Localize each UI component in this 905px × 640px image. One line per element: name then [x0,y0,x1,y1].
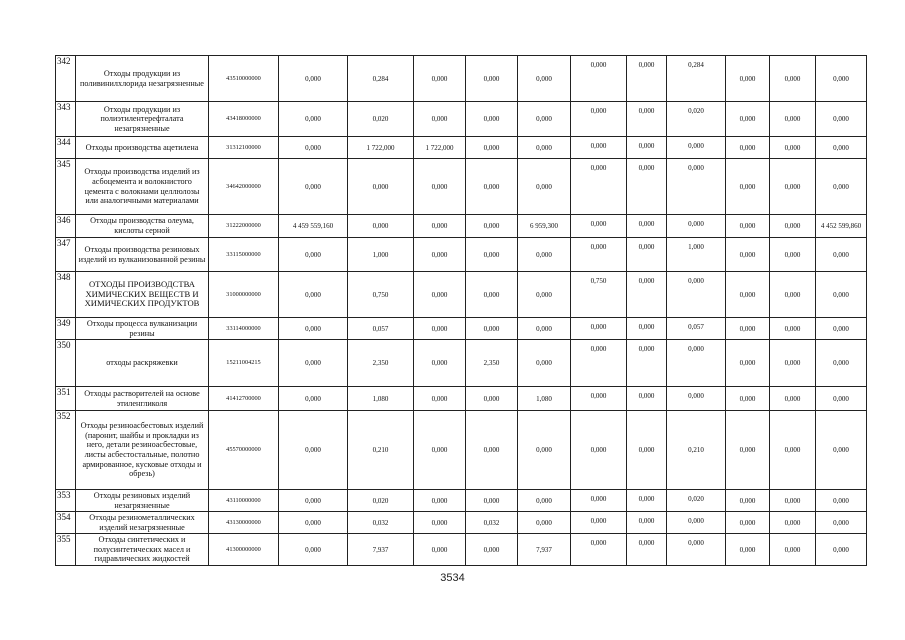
row-number: 352 [56,411,76,490]
value-cell: 0,000 [816,512,867,534]
value-cell: 0,000 [414,272,466,318]
value-cell: 0,000 [571,340,627,387]
waste-code: 41300000000 [209,534,279,566]
value-cell: 0,000 [726,56,770,102]
value-cell: 0,000 [667,534,726,566]
value-cell: 1,000 [348,238,414,272]
value-cell: 0,000 [348,215,414,238]
value-cell: 0,000 [816,137,867,159]
value-cell: 0,000 [770,340,816,387]
value-cell: 0,000 [571,318,627,340]
row-number: 342 [56,56,76,102]
value-cell: 0,000 [466,102,518,137]
value-cell: 0,000 [518,159,571,215]
row-number: 345 [56,159,76,215]
value-cell: 0,210 [667,411,726,490]
value-cell: 0,000 [466,534,518,566]
waste-code: 41412700000 [209,387,279,411]
value-cell: 1,000 [667,238,726,272]
value-cell: 0,000 [667,387,726,411]
table-row [56,137,867,159]
value-cell: 0,000 [279,238,348,272]
waste-name: Отходы резинометаллических изделий незагрязненные [76,512,209,534]
value-cell: 0,000 [627,56,667,102]
value-cell: 0,000 [770,102,816,137]
value-cell: 0,000 [279,534,348,566]
value-cell: 0,000 [726,238,770,272]
value-cell: 0,000 [726,387,770,411]
value-cell: 0,000 [627,490,667,512]
value-cell: 0,000 [518,411,571,490]
value-cell: 0,000 [571,215,627,238]
table-row [56,272,867,318]
value-cell: 0,000 [414,340,466,387]
value-cell: 0,000 [627,238,667,272]
value-cell: 0,000 [770,387,816,411]
value-cell: 0,000 [770,318,816,340]
page-number: 3534 [440,572,465,584]
row-number: 349 [56,318,76,340]
value-cell: 7,937 [348,534,414,566]
value-cell: 0,000 [667,340,726,387]
table-row [56,340,867,387]
value-cell: 0,020 [348,490,414,512]
value-cell: 1 722,000 [414,137,466,159]
value-cell: 0,000 [518,56,571,102]
value-cell: 0,000 [466,272,518,318]
waste-name: Отходы производства резиновых изделий из вулканизованной резины [76,238,209,272]
row-number: 348 [56,272,76,318]
value-cell: 0,000 [726,159,770,215]
row-number: 355 [56,534,76,566]
table-row [56,159,867,215]
value-cell: 0,000 [667,512,726,534]
table-row [56,238,867,272]
value-cell: 0,000 [571,490,627,512]
value-cell: 0,000 [770,512,816,534]
value-cell: 0,000 [518,490,571,512]
value-cell: 0,000 [571,387,627,411]
value-cell: 0,000 [414,102,466,137]
row-number: 343 [56,102,76,137]
value-cell: 6 959,300 [518,215,571,238]
value-cell: 0,000 [726,272,770,318]
row-number: 350 [56,340,76,387]
table-row [56,215,867,238]
value-cell: 0,750 [348,272,414,318]
value-cell: 0,000 [627,272,667,318]
value-cell: 0,000 [279,490,348,512]
value-cell: 0,000 [770,215,816,238]
value-cell: 0,020 [667,102,726,137]
value-cell: 0,000 [726,318,770,340]
value-cell: 0,000 [726,340,770,387]
value-cell: 0,000 [726,534,770,566]
waste-name: Отходы резиновых изделий незагрязненные [76,490,209,512]
waste-table [55,55,867,566]
value-cell: 0,000 [571,159,627,215]
value-cell: 0,000 [518,137,571,159]
value-cell: 0,000 [518,318,571,340]
value-cell: 0,000 [279,387,348,411]
value-cell: 0,000 [627,159,667,215]
value-cell: 0,000 [770,411,816,490]
value-cell: 0,000 [414,490,466,512]
value-cell: 0,000 [816,272,867,318]
value-cell: 0,000 [770,137,816,159]
waste-code: 43418000000 [209,102,279,137]
value-cell: 4 452 599,860 [816,215,867,238]
value-cell: 0,000 [726,512,770,534]
value-cell: 0,000 [466,56,518,102]
waste-table-sheet [55,55,866,566]
row-number: 347 [56,238,76,272]
value-cell: 0,000 [627,534,667,566]
value-cell: 0,000 [414,238,466,272]
waste-name: отходы раскряжевки [76,340,209,387]
value-cell: 0,000 [571,238,627,272]
value-cell: 0,000 [770,272,816,318]
value-cell: 0,000 [571,137,627,159]
value-cell: 0,000 [726,490,770,512]
value-cell: 0,000 [816,534,867,566]
waste-code: 33114000000 [209,318,279,340]
value-cell: 0,000 [466,215,518,238]
value-cell: 0,020 [348,102,414,137]
value-cell: 0,000 [726,215,770,238]
value-cell: 0,000 [816,318,867,340]
table-row [56,56,867,102]
value-cell: 0,284 [667,56,726,102]
value-cell: 0,000 [414,318,466,340]
value-cell: 1 722,000 [348,137,414,159]
value-cell: 0,000 [627,411,667,490]
waste-name: Отходы продукции из поливинилхлорида незагрязненные [76,56,209,102]
value-cell: 0,000 [466,318,518,340]
table-row [56,387,867,411]
value-cell: 0,000 [571,534,627,566]
value-cell: 0,000 [627,512,667,534]
value-cell: 0,000 [279,318,348,340]
waste-name: Отходы продукции из полиэтилентерефталата незагрязненные [76,102,209,137]
value-cell: 7,937 [518,534,571,566]
table-row [56,512,867,534]
value-cell: 0,000 [279,102,348,137]
table-row [56,102,867,137]
value-cell: 0,000 [518,512,571,534]
value-cell: 0,000 [518,272,571,318]
row-number: 346 [56,215,76,238]
value-cell: 0,057 [348,318,414,340]
row-number: 353 [56,490,76,512]
value-cell: 0,000 [726,102,770,137]
value-cell: 0,000 [279,159,348,215]
value-cell: 0,000 [667,159,726,215]
value-cell: 0,000 [518,238,571,272]
waste-code: 15211004215 [209,340,279,387]
value-cell: 0,000 [627,137,667,159]
value-cell: 0,000 [414,512,466,534]
value-cell: 0,000 [667,272,726,318]
value-cell: 0,000 [466,490,518,512]
value-cell: 0,000 [816,238,867,272]
row-number: 354 [56,512,76,534]
waste-code: 31000000000 [209,272,279,318]
row-number: 351 [56,387,76,411]
value-cell: 0,000 [571,411,627,490]
waste-code: 43510000000 [209,56,279,102]
waste-name: ОТХОДЫ ПРОИЗВОДСТВА ХИМИЧЕСКИХ ВЕЩЕСТВ И ХИМИЧЕСКИХ ПРОДУКТОВ [76,272,209,318]
value-cell: 0,000 [466,387,518,411]
value-cell: 0,000 [466,238,518,272]
value-cell: 0,000 [571,102,627,137]
waste-name: Отходы растворителей на основе этиленгликоля [76,387,209,411]
value-cell: 0,000 [726,137,770,159]
value-cell: 0,032 [348,512,414,534]
value-cell: 0,000 [571,512,627,534]
value-cell: 0,750 [571,272,627,318]
value-cell: 0,000 [279,512,348,534]
value-cell: 0,000 [667,215,726,238]
value-cell: 1,080 [348,387,414,411]
value-cell: 0,000 [414,159,466,215]
value-cell: 0,000 [770,159,816,215]
waste-name: Отходы производства изделий из асбоцемента и волокнистого цемента с волокнами целлюлозы или аналогичными материалами [76,159,209,215]
value-cell: 0,000 [518,102,571,137]
value-cell: 0,000 [466,137,518,159]
value-cell: 0,000 [816,340,867,387]
waste-code: 31222000000 [209,215,279,238]
waste-code: 33115000000 [209,238,279,272]
value-cell: 0,000 [279,56,348,102]
value-cell: 0,000 [816,159,867,215]
value-cell: 0,000 [279,272,348,318]
value-cell: 0,057 [667,318,726,340]
value-cell: 0,000 [414,56,466,102]
value-cell: 0,000 [279,137,348,159]
value-cell: 0,000 [518,340,571,387]
waste-name: Отходы синтетических и полусинтетических масел и гидравлических жидкостей [76,534,209,566]
value-cell: 0,000 [770,238,816,272]
value-cell: 0,000 [816,387,867,411]
table-row [56,411,867,490]
value-cell: 0,000 [627,215,667,238]
value-cell: 0,000 [348,159,414,215]
value-cell: 0,000 [726,411,770,490]
waste-name: Отходы процесса вулканизации резины [76,318,209,340]
value-cell: 0,000 [667,137,726,159]
row-number: 344 [56,137,76,159]
waste-code: 43130000000 [209,512,279,534]
waste-name: Отходы резиноасбестовых изделий (паронит, шайбы и прокладки из него, детали резиноасбестовые, листы асбестостальные, полотно армированное, кусковые отходы и обрезь) [76,411,209,490]
waste-code: 34642000000 [209,159,279,215]
value-cell: 0,000 [627,318,667,340]
value-cell: 0,000 [627,387,667,411]
value-cell: 0,000 [770,490,816,512]
value-cell: 0,000 [414,534,466,566]
value-cell: 0,020 [667,490,726,512]
table-row [56,534,867,566]
waste-code: 31312100000 [209,137,279,159]
value-cell: 0,000 [770,534,816,566]
value-cell: 0,000 [770,56,816,102]
table-row [56,318,867,340]
value-cell: 0,000 [279,411,348,490]
value-cell: 1,080 [518,387,571,411]
value-cell: 0,000 [627,340,667,387]
value-cell: 0,210 [348,411,414,490]
value-cell: 0,032 [466,512,518,534]
value-cell: 0,000 [414,387,466,411]
value-cell: 0,000 [816,490,867,512]
waste-code: 45570000000 [209,411,279,490]
value-cell: 0,000 [627,102,667,137]
value-cell: 2,350 [348,340,414,387]
value-cell: 0,000 [466,411,518,490]
value-cell: 2,350 [466,340,518,387]
value-cell: 0,000 [466,159,518,215]
value-cell: 0,000 [816,411,867,490]
value-cell: 4 459 559,160 [279,215,348,238]
waste-name: Отходы производства ацетилена [76,137,209,159]
value-cell: 0,000 [816,56,867,102]
value-cell: 0,000 [414,215,466,238]
value-cell: 0,000 [414,411,466,490]
waste-code: 43110000000 [209,490,279,512]
value-cell: 0,000 [279,340,348,387]
value-cell: 0,284 [348,56,414,102]
waste-name: Отходы производства олеума, кислоты серной [76,215,209,238]
value-cell: 0,000 [571,56,627,102]
table-row [56,490,867,512]
value-cell: 0,000 [816,102,867,137]
